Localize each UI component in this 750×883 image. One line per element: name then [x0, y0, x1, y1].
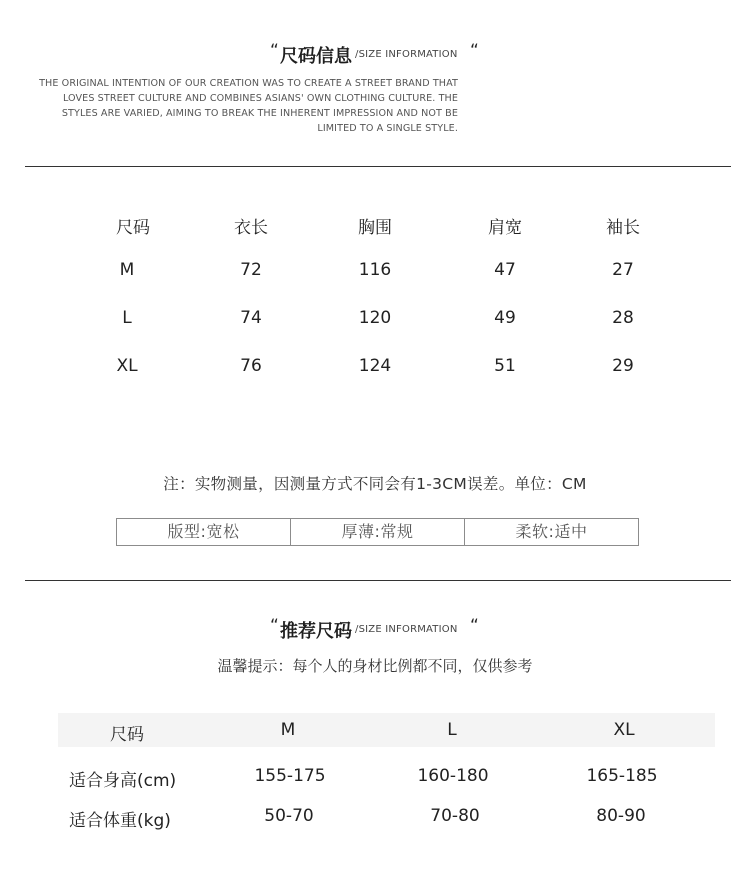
recommend-cell: 165-185 [586, 766, 658, 786]
size-table-cell: 124 [358, 356, 392, 376]
size-table-cell: M [119, 260, 135, 280]
size-table-cell: 120 [358, 308, 392, 328]
size-table-cell: XL [116, 356, 138, 376]
title-quote-open: “ [270, 616, 279, 636]
size-table-header: 胸围 [358, 218, 392, 238]
recommend-cell: 50-70 [264, 806, 314, 826]
recommend-row-label-weight: 适合体重(kg) [69, 811, 171, 831]
recommend-row-label-height: 适合身高(cm) [69, 771, 177, 791]
recommend-cell: 80-90 [596, 806, 646, 826]
title-zh: 推荐尺码 [280, 621, 352, 642]
recommend-header-cell: 尺码 [110, 725, 144, 745]
size-table-header: 尺码 [116, 218, 150, 238]
size-table-cell: 116 [358, 260, 392, 280]
recommend-header-cell: L [447, 720, 457, 740]
size-table-header: 肩宽 [488, 218, 522, 238]
recommend-cell: 160-180 [417, 766, 489, 786]
title-quote-open: “ [270, 41, 279, 61]
size-table-cell: 27 [612, 260, 634, 280]
recommend-title [0, 616, 750, 642]
measurement-note: 注：实物测量，因测量方式不同会有1-3CM误差。单位：CM [163, 475, 587, 493]
size-table-cell: 47 [494, 260, 516, 280]
title-en: /SIZE INFORMATION [355, 49, 458, 60]
title-quote-close: “ [470, 41, 479, 61]
size-table-cell: 74 [240, 308, 262, 328]
property-fit: 版型:宽松 [117, 519, 291, 545]
recommend-header-cell: XL [613, 720, 635, 740]
recommend-header-cell: M [280, 720, 296, 740]
property-softness: 柔软:适中 [515, 522, 588, 541]
property-thickness: 厚薄:常规 [291, 519, 465, 545]
recommend-cell: 155-175 [254, 766, 326, 786]
size-table-cell: 72 [240, 260, 262, 280]
intro-line: THE ORIGINAL INTENTION OF OUR CREATION WAS TO CREATE A STREET BRAND THAT [39, 78, 458, 89]
size-table-cell: 76 [240, 356, 262, 376]
intro-line: STYLES ARE VARIED, AIMING TO BREAK THE INHERENT IMPRESSION AND NOT BE [61, 108, 458, 119]
recommend-tip: 温馨提示：每个人的身材比例都不同，仅供参考 [217, 657, 533, 675]
title-en: /SIZE INFORMATION [355, 624, 458, 635]
size-table-cell: 29 [612, 356, 634, 376]
size-info-title [0, 41, 750, 67]
size-table-cell: 28 [612, 308, 634, 328]
intro-paragraph [18, 76, 458, 136]
divider-middle [25, 580, 731, 581]
intro-line: LIMITED TO A SINGLE STYLE. [317, 123, 458, 134]
divider-top [25, 166, 731, 167]
size-table-header: 衣长 [234, 218, 268, 238]
size-table-header: 袖长 [606, 218, 640, 238]
title-quote-close: “ [470, 616, 479, 636]
size-table-cell: 49 [494, 308, 516, 328]
size-table-cell: L [122, 308, 132, 328]
intro-line: LOVES STREET CULTURE AND COMBINES ASIANS' OWN CLOTHING CULTURE. THE [62, 93, 458, 104]
size-table-cell: 51 [494, 356, 516, 376]
fabric-properties [116, 518, 639, 546]
recommend-cell: 70-80 [430, 806, 480, 826]
title-zh: 尺码信息 [280, 46, 352, 67]
